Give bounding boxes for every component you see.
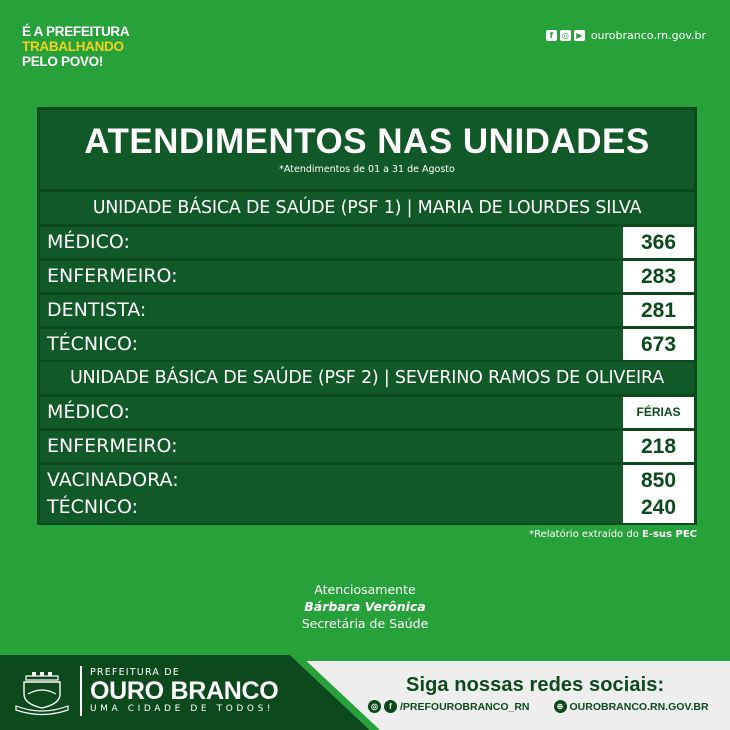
instagram-icon[interactable]: ◎: [560, 30, 571, 41]
site-url[interactable]: ourobranco.rn.gov.br: [590, 29, 706, 42]
facebook-icon[interactable]: f: [546, 30, 557, 41]
row-value: 850: [623, 465, 694, 496]
row-value: 218: [623, 431, 694, 462]
row-value: 281: [623, 295, 694, 326]
source-note: [529, 529, 697, 540]
globe-icon: ⊕: [554, 700, 567, 713]
row-label: MÉDICO:: [47, 401, 130, 423]
instagram-icon[interactable]: ◎: [368, 700, 381, 713]
header-site: [546, 29, 706, 42]
brand-logo: [90, 667, 278, 714]
facebook-icon[interactable]: f: [384, 700, 397, 713]
source-note-prefix: *Relatório extraído do: [529, 529, 642, 540]
slogan: [22, 24, 129, 69]
row-value: 366: [623, 227, 694, 258]
row-label: ENFERMEIRO:: [47, 435, 178, 457]
brand-pre: PREFEITURA DE: [90, 667, 181, 678]
signature: [0, 581, 730, 632]
social-handle[interactable]: /PREFOUROBRANCO_RN: [400, 700, 530, 713]
row-value: 240: [623, 492, 694, 523]
brand-city: OURO BRANCO: [90, 677, 279, 705]
footer-website[interactable]: OUROBRANCO.RN.GOV.BR: [569, 700, 709, 713]
follow-text: Siga nossas redes sociais:: [406, 674, 665, 696]
signature-role: Secretária de Saúde: [301, 616, 429, 631]
table-row: [40, 431, 694, 462]
title-box: [40, 110, 694, 189]
footer-links: [368, 700, 709, 713]
brand-separator: [80, 666, 82, 716]
slogan-line-3: PELO POVO!: [22, 54, 104, 69]
page-subtitle: *Atendimentos de 01 a 31 de Agosto: [279, 164, 455, 175]
table-row: [40, 492, 694, 523]
unit-header-psf1: UNIDADE BÁSICA DE SAÚDE (PSF 1) | MARIA DE LOURDES SILVA: [40, 192, 694, 224]
signature-name: Bárbara Verônica: [304, 599, 426, 614]
table-row: [40, 397, 694, 428]
row-label: VACINADORA:: [47, 469, 179, 491]
page-title: ATENDIMENTOS NAS UNIDADES: [84, 122, 650, 161]
row-label: MÉDICO:: [47, 231, 130, 253]
row-value: FÉRIAS: [623, 397, 694, 428]
table-row: [40, 261, 694, 292]
brand-tagline: UMA CIDADE DE TODOS!: [90, 704, 275, 714]
unit-header-psf2: UNIDADE BÁSICA DE SAÚDE (PSF 2) | SEVERINO RAMOS DE OLIVEIRA: [40, 362, 694, 394]
row-value: 673: [623, 329, 694, 360]
youtube-icon[interactable]: ▶: [574, 30, 585, 41]
table-row: [40, 227, 694, 258]
report-panel: [37, 107, 697, 525]
table-row: [40, 329, 694, 360]
source-note-system: E-sus PEC: [642, 529, 697, 540]
row-label: DENTISTA:: [47, 299, 147, 321]
signature-greeting: Atenciosamente: [314, 582, 416, 597]
city-crest-icon: [14, 672, 70, 716]
row-label: ENFERMEIRO:: [47, 265, 178, 287]
slogan-line-2: TRABALHANDO: [22, 39, 124, 54]
slogan-line-1: É A PREFEITURA: [22, 24, 130, 39]
row-label: TÉCNICO:: [47, 333, 138, 355]
row-label: TÉCNICO:: [47, 496, 138, 518]
row-value: 283: [623, 261, 694, 292]
table-row: [40, 295, 694, 326]
